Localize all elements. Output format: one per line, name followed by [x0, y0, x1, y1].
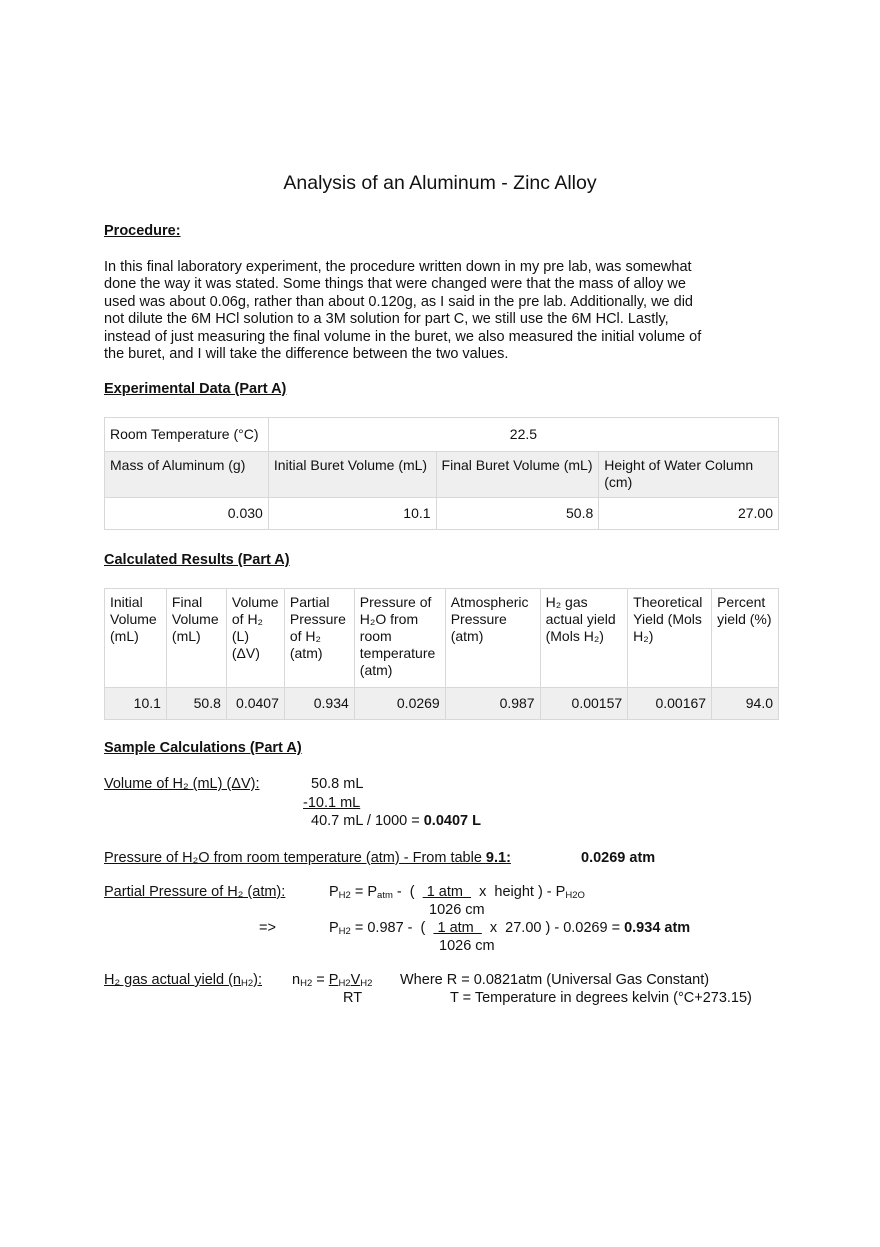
value-cell: 0.00167 [628, 688, 712, 720]
subscript: H2 [338, 890, 351, 901]
paragraph-line: used was about 0.06g, rather than about 0.120g, as I said in the pre lab. Additionally, we did [104, 293, 693, 310]
value-cell: 50.8 [436, 498, 599, 530]
symbol: = P [350, 884, 378, 900]
symbol: V [350, 972, 361, 988]
subscript: H2 [360, 978, 373, 989]
paragraph-line: the buret, and I will take the difference between the two values. [104, 346, 509, 363]
value-cell: 94.0 [712, 688, 779, 720]
header-cell: Volume of H₂ (L) (ΔV) [226, 589, 284, 688]
fraction-numerator: 1 atm [433, 920, 482, 936]
symbol: x height ) - P [471, 884, 566, 900]
experimental-data-table [104, 417, 779, 530]
header-cell: Percent yield (%) [712, 589, 779, 688]
calculated-results-table [104, 588, 779, 720]
symbol: P [329, 920, 339, 936]
value-cell: 10.1 [105, 688, 167, 720]
subscript: H2O [565, 890, 585, 901]
symbol: = 0.987 - ( [350, 920, 434, 936]
header-cell: Final Volume (mL) [166, 589, 226, 688]
value-cell: 10.1 [268, 498, 436, 530]
water-pressure-result: 0.0269 atm [581, 850, 656, 866]
fraction-numerator [329, 972, 373, 988]
header-cell: Theoretical Yield (Mols H₂) [628, 589, 712, 688]
table-header-row [105, 589, 779, 688]
volume-final: 50.8 mL [311, 776, 364, 792]
subscript: H2 [338, 978, 351, 989]
symbol: n [292, 972, 301, 988]
subscript: H2 [300, 978, 313, 989]
procedure-paragraph [104, 259, 701, 363]
header-cell: Mass of Aluminum (g) [105, 452, 269, 498]
symbol: P [329, 884, 339, 900]
subscript: H2 [338, 926, 351, 937]
header-cell: Pressure of H₂O from room temperature (atm) [354, 589, 445, 688]
partial-pressure-formula [329, 883, 585, 901]
value-cell: 50.8 [166, 688, 226, 720]
paragraph-line: done the way it was stated. Some things that were changed were that the mass of alloy we [104, 276, 686, 293]
subscript: atm [377, 890, 393, 901]
header-cell: Partial Pressure of H₂ (atm) [284, 589, 354, 688]
value-cell: 0.0407 [226, 688, 284, 720]
symbol: - ( [392, 884, 423, 900]
room-temp-label: Room Temperature (°C) [105, 418, 269, 452]
calculated-results-heading: Calculated Results (Part A) [104, 552, 290, 568]
volume-result: 0.0407 L [423, 813, 481, 829]
paragraph-line: not dilute the 6M HCl solution to a 3M solution for part C, we still use the 6M HCl. Lastly, [104, 311, 669, 328]
table-reference: 9.1: [485, 850, 511, 866]
paragraph-line: instead of just measuring the final volume in the buret, we also measured the initial volume of [104, 328, 702, 345]
gas-constant-note: Where R = 0.0821atm (Universal Gas Constant) [400, 972, 710, 988]
fraction-numerator: 1 atm [422, 884, 472, 900]
value-cell: 0.0269 [354, 688, 445, 720]
header-cell: Initial Volume (mL) [105, 589, 167, 688]
symbol: P [328, 972, 339, 988]
table-row [105, 498, 779, 530]
volume-initial: -10.1 mL [303, 795, 361, 811]
sample-calculations-heading: Sample Calculations (Part A) [104, 740, 302, 756]
partial-pressure-substituted [329, 919, 690, 937]
water-pressure-text: Pressure of H₂O from room temperature (atm) - From table [104, 850, 486, 866]
experimental-data-heading: Experimental Data (Part A) [104, 381, 287, 397]
actual-yield-formula [292, 971, 372, 989]
paragraph-line: In this final laboratory experiment, the procedure written down in my pre lab, was somewhat [104, 259, 692, 275]
value-cell: 0.987 [445, 688, 540, 720]
table-row [105, 418, 779, 452]
actual-yield-label [104, 971, 262, 989]
value-cell: 27.00 [599, 498, 779, 530]
label-text: H₂ gas actual yield (n [104, 972, 241, 988]
header-cell: H₂ gas actual yield (Mols H₂) [540, 589, 628, 688]
volume-label: Volume of H₂ (mL) (ΔV): [104, 776, 260, 792]
value-cell: 0.030 [105, 498, 269, 530]
partial-pressure-result: 0.934 atm [624, 920, 691, 936]
value-cell: 0.00157 [540, 688, 628, 720]
label-text: ): [253, 972, 263, 988]
volume-expression: 40.7 mL / 1000 = [311, 813, 424, 829]
room-temp-value: 22.5 [268, 418, 778, 452]
table-header-row [105, 452, 779, 498]
procedure-heading: Procedure: [104, 223, 181, 239]
fraction-denominator: RT [343, 990, 363, 1006]
volume-result-line [311, 812, 481, 830]
partial-pressure-label: Partial Pressure of H₂ (atm): [104, 884, 286, 900]
header-cell: Height of Water Column (cm) [599, 452, 779, 498]
table-row [105, 688, 779, 720]
header-cell: Atmospheric Pressure (atm) [445, 589, 540, 688]
value-cell: 0.934 [284, 688, 354, 720]
arrow: => [259, 920, 276, 936]
water-pressure-label [104, 849, 511, 867]
symbol: = [312, 972, 329, 988]
header-cell: Initial Buret Volume (mL) [268, 452, 436, 498]
temperature-note: T = Temperature in degrees kelvin (°C+273.15) [450, 990, 752, 1006]
symbol: x 27.00 ) - 0.0269 = [481, 920, 625, 936]
fraction-denominator: 1026 cm [439, 938, 495, 954]
header-cell: Final Buret Volume (mL) [436, 452, 599, 498]
subscript: H2 [241, 978, 254, 989]
fraction-denominator: 1026 cm [429, 902, 485, 918]
document-title: Analysis of an Aluminum - Zinc Alloy [283, 172, 597, 194]
